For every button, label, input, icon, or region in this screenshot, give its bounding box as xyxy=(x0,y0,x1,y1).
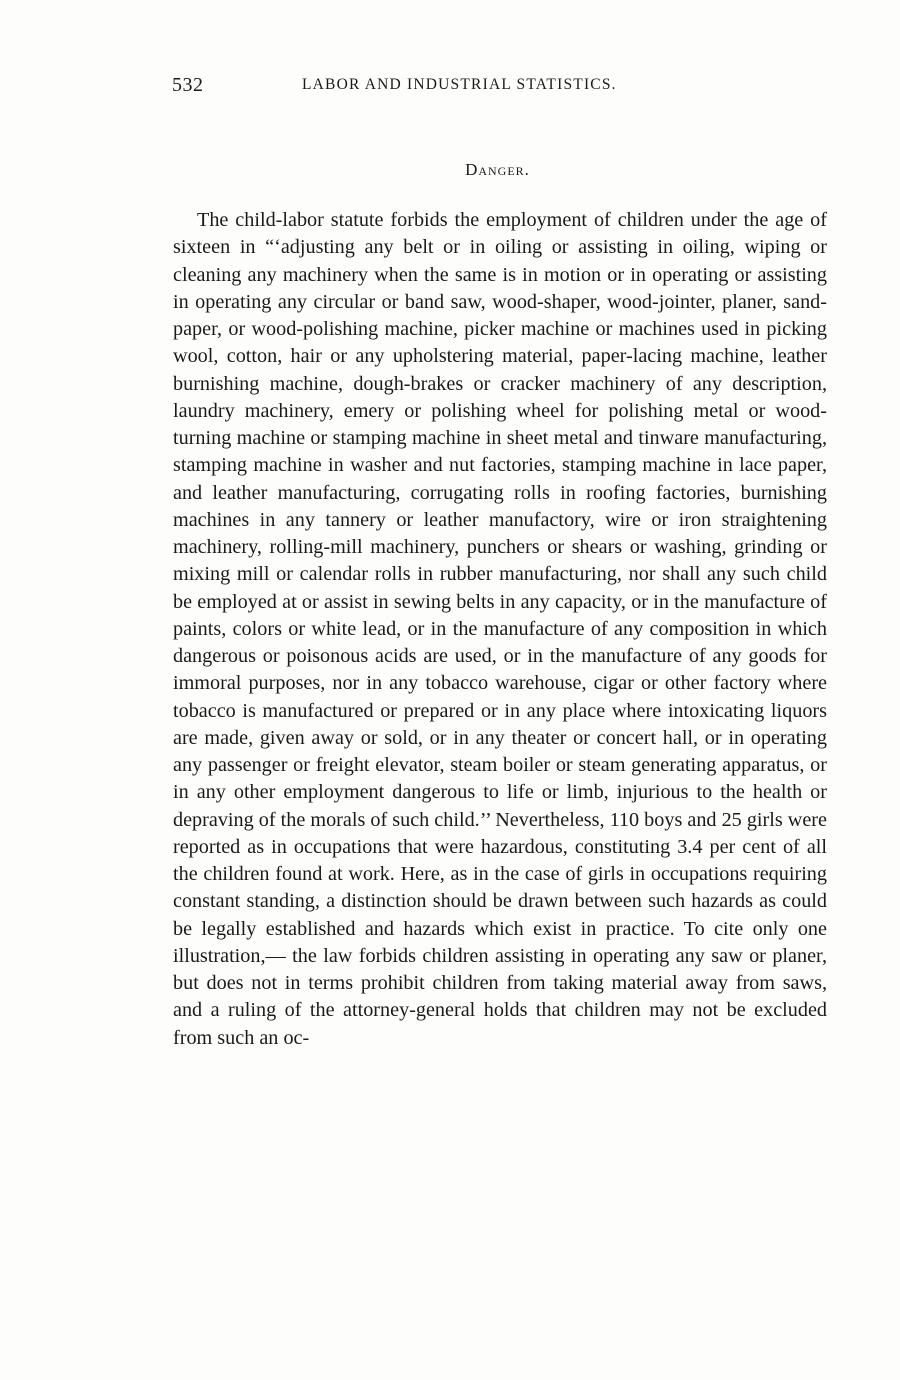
section-title: Danger. xyxy=(465,160,530,179)
running-title: LABOR AND INDUSTRIAL STATISTICS. xyxy=(302,76,617,93)
running-head xyxy=(172,74,692,104)
page-number: 532 xyxy=(172,74,204,96)
body-paragraph: The child-labor statute forbids the employment of children under the age of sixteen in “‘adjusting any belt or in oiling or assisting in oiling, wiping or cleaning any machinery when the same is in motion or in operating or assisting in operating any circular or band saw, wood-shaper, wood-jointer, planer, sand-paper, or wood-polishing machine, picker machine or machines used in picking wool, cotton, hair or any upholstering material, paper-lacing machine, leather burnishing machine, dough-brakes or cracker machinery of any description, laundry machinery, emery or polishing wheel for polishing metal or wood-turning machine or stamping machine in sheet metal and tinware manufacturing, stamping machine in washer and nut factories, stamping machine in lace paper, and leather manufacturing, corrugating rolls in roofing factories, burnishing machines in any tannery or leather manufactory, wire or iron straightening machinery, rolling-mill machinery, punchers or shears or washing, grinding or mixing mill or calendar rolls in rubber manufacturing, nor shall any such child be employed at or assist in sewing belts in any capacity, or in the manufacture of paints, colors or white lead, or in the manufacture of any composition in which dangerous or poisonous acids are used, or in the manufacture of any goods for immoral purposes, nor in any tobacco warehouse, cigar or other factory where tobacco is manufactured or prepared or in any place where intoxicating liquors are made, given away or sold, or in any theater or concert hall, or in operating any passenger or freight elevator, steam boiler or steam generating apparatus, or in any other employment dangerous to life or limb, injurious to the health or depraving of the morals of such child.’’ Nevertheless, 110 boys and 25 girls were reported as in occupations that were hazardous, constituting 3.4 per cent of all the children found at work. Here, as in the case of girls in occupations requiring constant standing, a distinction should be drawn between such hazards as could be legally established and hazards which exist in practice. To cite only one illustration,— the law forbids children assisting in operating any saw or planer, but does not in terms prohibit children from taking material away from saws, and a ruling of the attorney-general holds that children may not be excluded from such an oc- xyxy=(173,209,827,1049)
